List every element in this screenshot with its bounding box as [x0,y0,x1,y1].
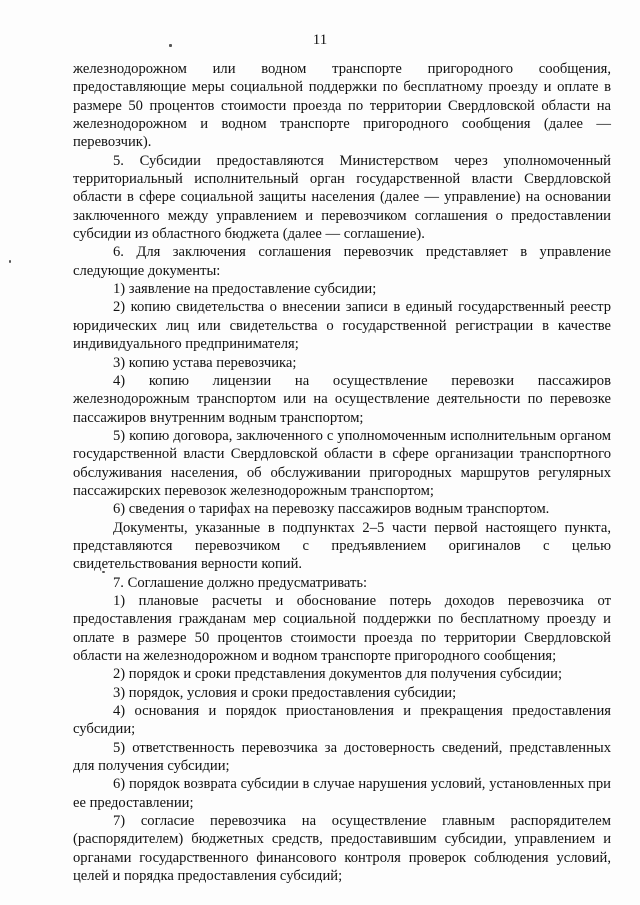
list-item-7-7: 7) согласие перевозчика на осуществление главным распорядителем (распорядителем) бюджетных средств, предоставившим субсидии, управлением и органами государственного финансового контроля проверок соблюдения условий, целей и порядка предоставления субсидий; [73,813,611,885]
list-item-7-1: 1) плановые расчеты и обоснование потерь доходов перевозчика от предоставления гражданам мер социальной поддержки по бесплатному проезду и оплате в размере 50 процентов стоимости проезда по территории Свердловской области на железнодорожном и водном транспорте пригородного сообщения; [73,592,611,664]
paragraph-item-7: 7. Соглашение должно предусматривать: [113,574,368,591]
list-item-7-4: 4) основания и порядок приостановления и прекращения предоставления субсидии; [73,703,611,738]
list-item-6-1: 1) заявление на предоставление субсидии; [113,281,377,298]
list-item-6-5: 5) копию договора, заключенного с уполномоченным исполнительным органом государственной власти Свердловской области в сфере организации транспортного обслуживания населения, об обслуживании пригородных маршрутов регулярных пассажирских перевозок железнодорожным транспортом; [73,427,611,499]
list-item-6-6: 6) сведения о тарифах на перевозку пассажиров водным транспортом. [113,501,550,518]
paragraph-item-6: 6. Для заключения соглашения перевозчик представляет в управление следующие документы: [73,244,611,279]
list-item-7-3: 3) порядок, условия и сроки предоставления субсидии; [113,684,457,701]
list-item-7-5: 5) ответственность перевозчика за достоверность сведений, представленных для получения субсидии; [73,739,611,775]
document-body [73,60,611,885]
list-item-7-6: 6) порядок возврата субсидии в случае нарушения условий, установленных при ее предоставлении; [73,776,611,811]
scan-speck [9,260,11,263]
paragraph-continuation: железнодорожном или водном транспорте пригородного сообщения, предоставляющие меры социальной поддержки по бесплатному проезду и оплате в размере 50 процентов стоимости проезда по территории Свердловской области на железнодорожном и водном транспорте пригородного сообщения (далее — перевозчик). [73,61,611,151]
paragraph-documents-note: Документы, указанные в подпунктах 2–5 части первой настоящего пункта, представляются перевозчиком с предъявлением оригиналов с целью свидетельствования верности копий. [73,519,611,573]
list-item-7-2: 2) порядок и сроки представления документов для получения субсидии; [113,666,563,683]
page-number: 11 [312,32,328,48]
list-item-6-3: 3) копию устава перевозчика; [113,354,297,371]
list-item-6-4: 4) копию лицензии на осуществление перевозки пассажиров железнодорожным транспортом или на осуществление деятельности по перевозке пассажиров внутренним водным транспортом; [73,372,611,426]
list-item-6-2: 2) копию свидетельства о внесении записи в единый государственный реестр юридических лиц или свидетельства о государственной регистрации в качестве индивидуального предпринимателя; [73,299,611,353]
paragraph-item-5: 5. Субсидии предоставляются Министерством через уполномоченный территориальный исполнительный орган государственной власти Свердловской области в сфере социальной защиты населения (далее — управление) на основании заключенного между управлением и перевозчиком соглашения о предоставлении субсидии из областного бюджета (далее — соглашение). [73,152,611,243]
